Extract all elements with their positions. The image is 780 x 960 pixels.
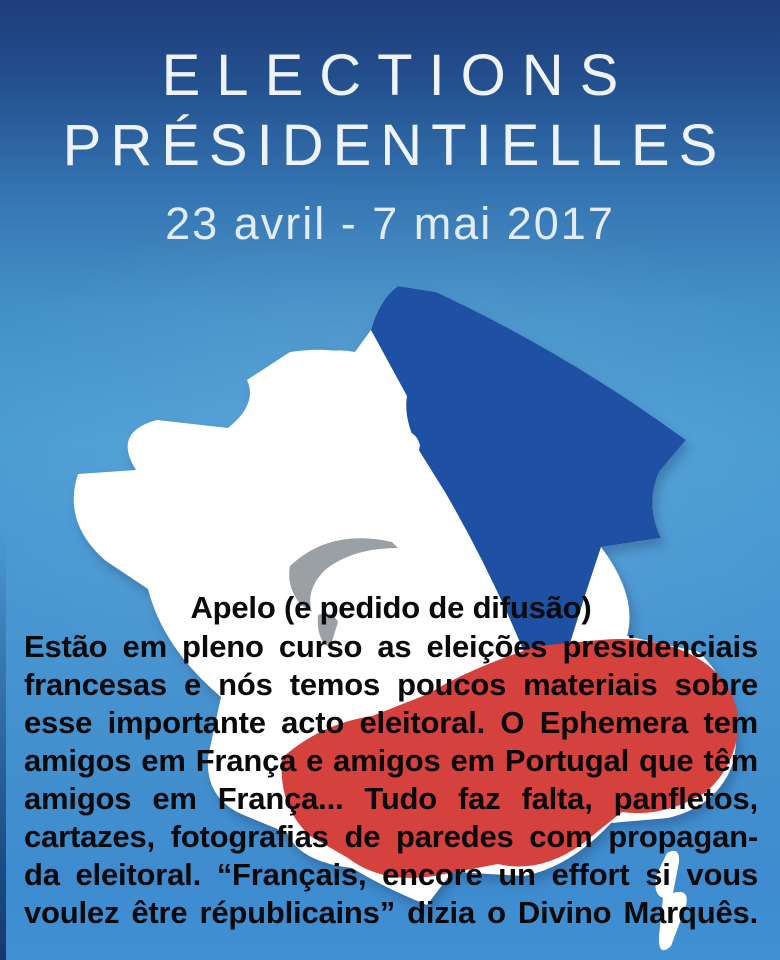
appeal-body-line: amigos em França... Tudo faz falta, panfletos, [24,781,758,816]
appeal-body-line: esse importante acto eleitoral. O Ephemera tem [24,705,758,740]
appeal-body-line: francesas e nós temos poucos materiais sobre [24,667,758,702]
appeal-body-line: Estão em pleno curso as eleições presidenciais [24,629,758,664]
poster-title-line1: ELECTIONS [161,43,635,108]
appeal-body-line: amigos em França e amigos em Portugal que têm [24,743,758,778]
election-date-range: 23 avril - 7 mai 2017 [165,198,615,249]
appeal-text-block [24,588,758,932]
appeal-body-line: voulez être républicains” dizia o Divino Marquês. [24,895,758,930]
appeal-body-line: cartazes, fotografias de paredes com propagan- [24,819,758,854]
appeal-heading: Apelo (e pedido de difusão) [190,590,592,625]
scan-edge-artifact [0,530,6,960]
poster-title-line2: PRÉSIDENTIELLES [62,113,727,178]
appeal-body-line: da eleitoral. “Français, encore un effort si vous [24,857,758,892]
